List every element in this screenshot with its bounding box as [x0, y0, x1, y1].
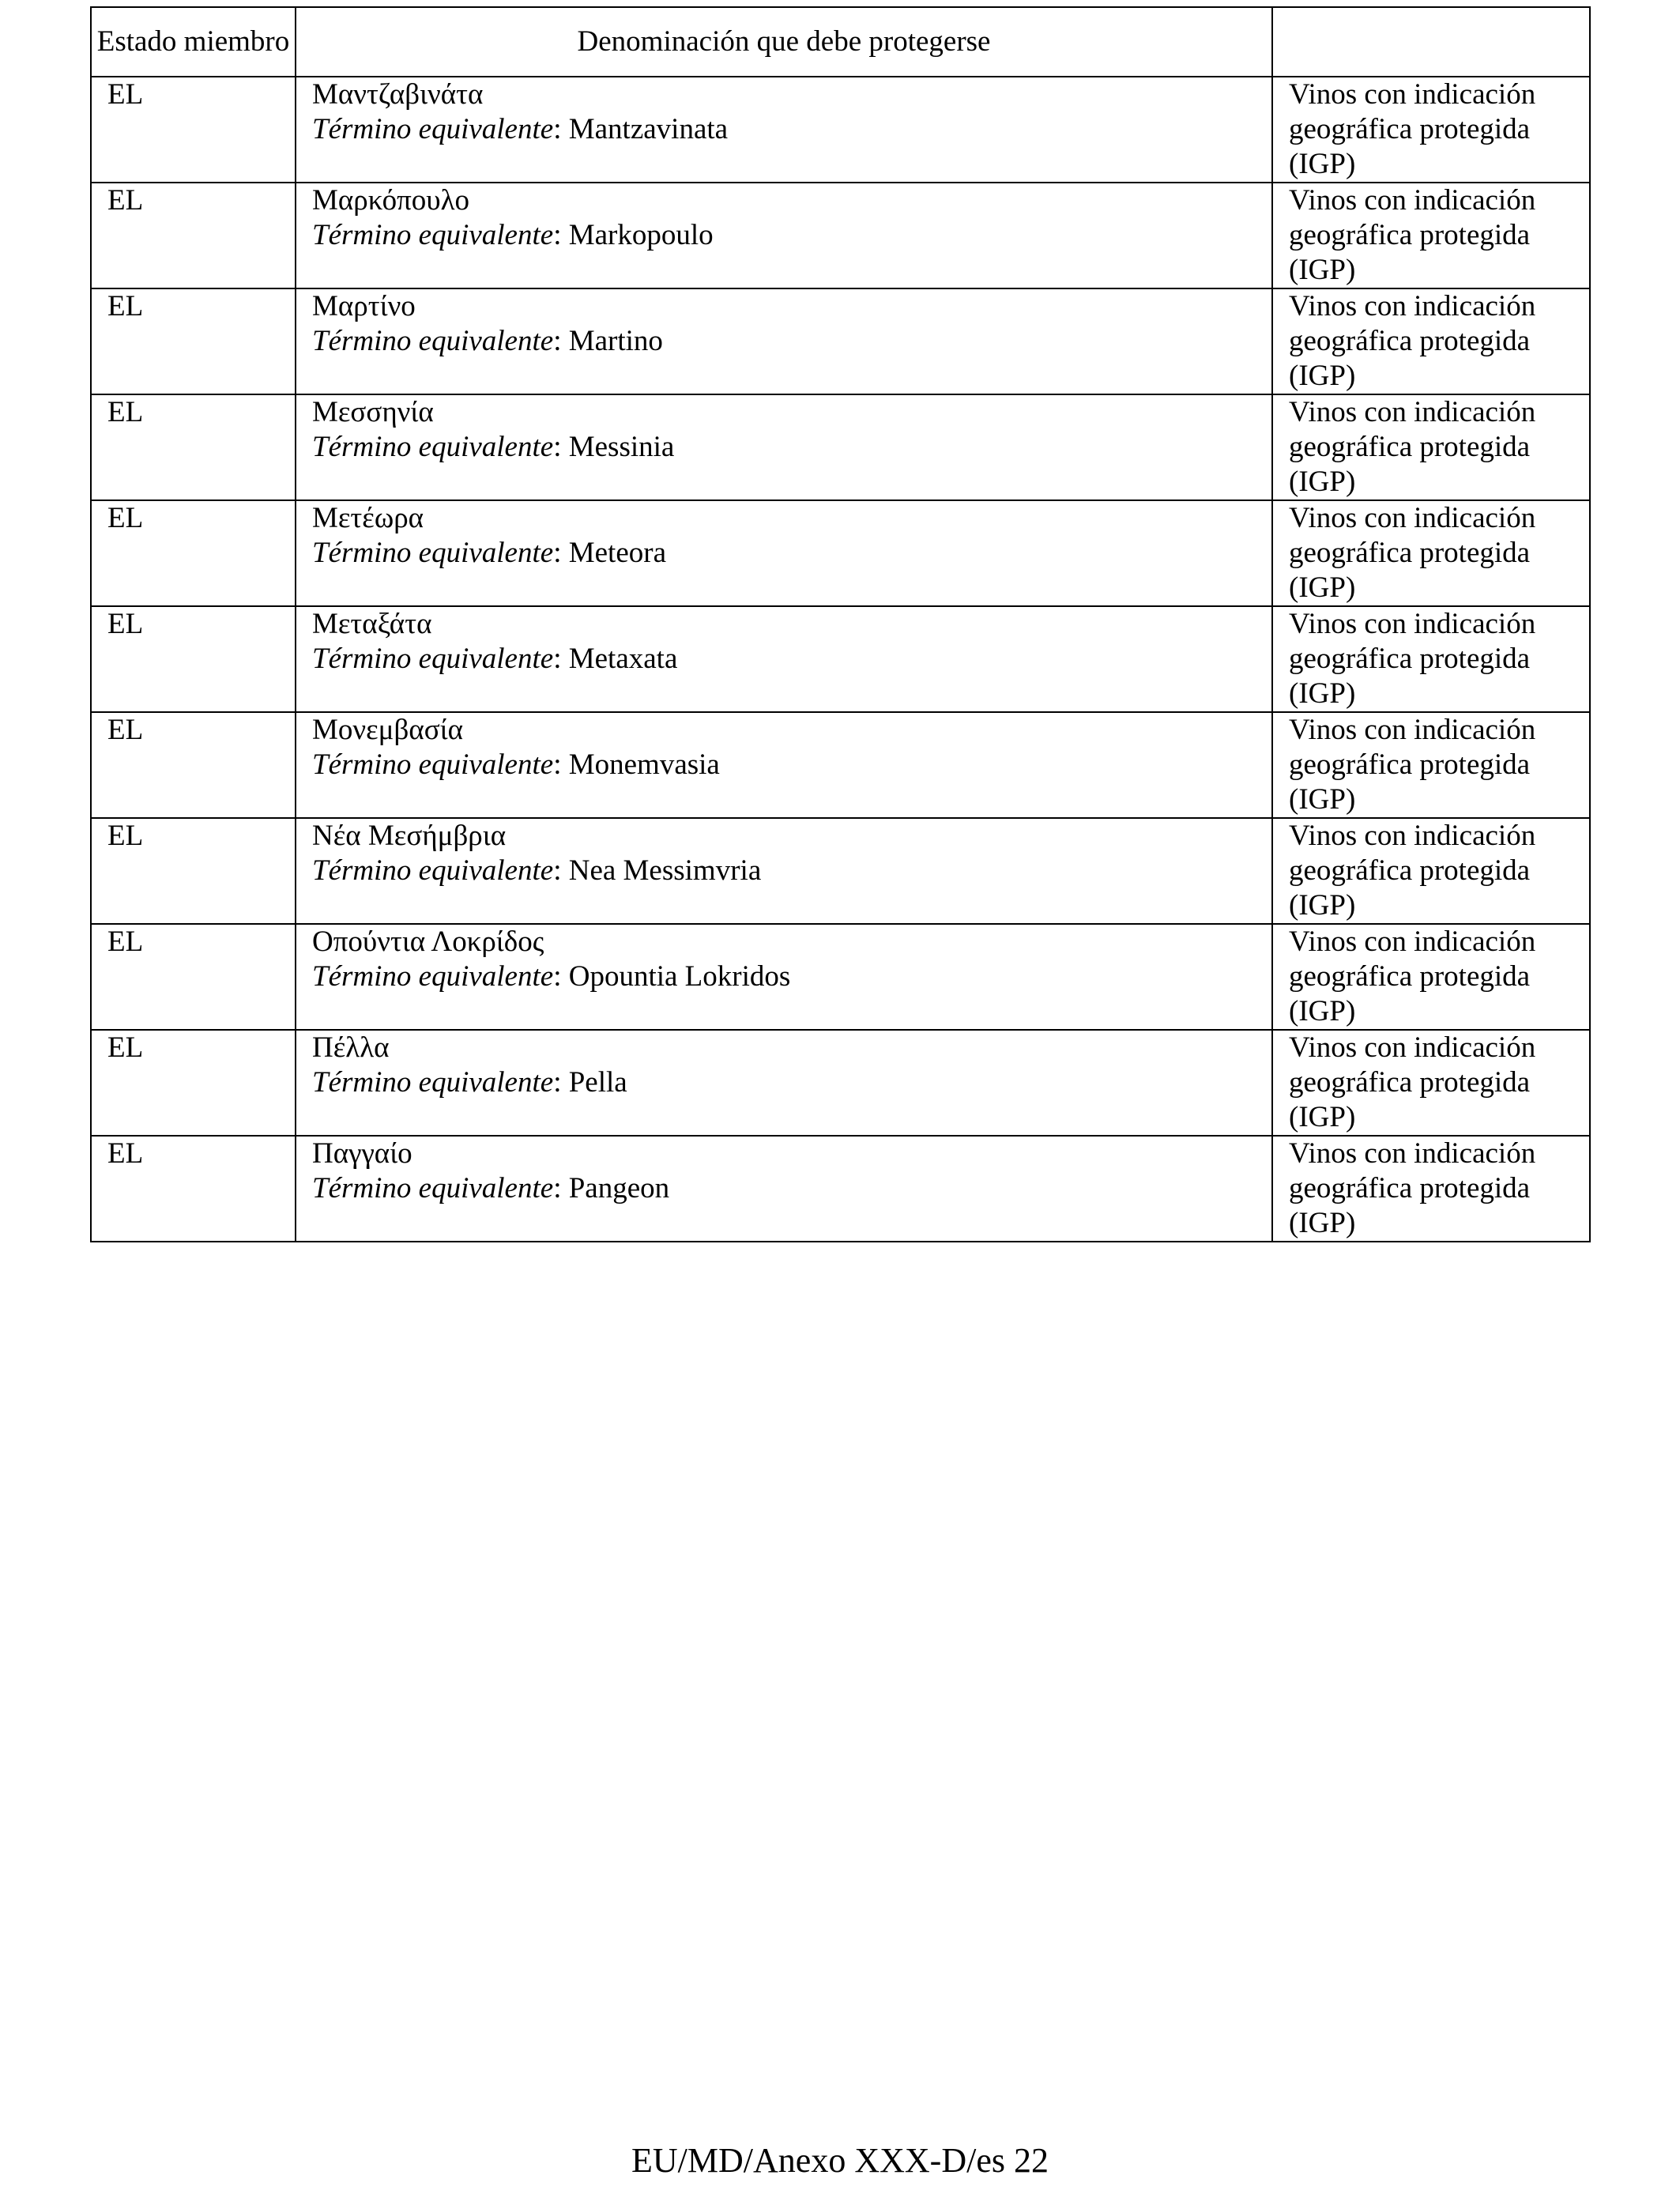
equivalent-term-label: Término equivalente: [312, 219, 554, 251]
category-line: (IGP): [1289, 783, 1356, 816]
member-state-cell: EL: [91, 394, 296, 500]
header-category: [1272, 7, 1590, 77]
page-footer: EU/MD/Anexo XXX-D/es 22: [631, 2141, 1049, 2180]
category-line: Vinos con indicación: [1289, 184, 1536, 217]
category-line: geográfica protegida: [1289, 960, 1531, 993]
table-row: [91, 1136, 1590, 1242]
category-cell: [1272, 924, 1590, 1030]
category-cell: [1272, 1136, 1590, 1242]
denomination-cell: [296, 606, 1272, 712]
category-line: geográfica protegida: [1289, 854, 1531, 887]
category-line: (IGP): [1289, 254, 1356, 286]
denomination-cell: [296, 77, 1272, 183]
table-row: [91, 712, 1590, 818]
equivalent-term-label: Término equivalente: [312, 113, 554, 145]
equivalent-term-value: Meteora: [568, 537, 666, 569]
member-state-cell: EL: [91, 924, 296, 1030]
denomination-name: Μαρκόπουλο: [312, 184, 470, 217]
equivalent-term-value: Messinia: [568, 431, 675, 463]
category-line: (IGP): [1289, 571, 1356, 604]
member-state-cell: EL: [91, 288, 296, 394]
category-line: geográfica protegida: [1289, 219, 1531, 251]
category-cell: [1272, 183, 1590, 288]
equivalent-term-line: Término equivalente: Markopoulo: [312, 219, 714, 251]
category-line: (IGP): [1289, 148, 1356, 180]
category-line: (IGP): [1289, 889, 1356, 922]
category-line: (IGP): [1289, 1101, 1356, 1133]
header-state: Estado miembro: [91, 7, 296, 77]
equivalent-term-line: Término equivalente: Mantzavinata: [312, 113, 729, 145]
equivalent-term-label: Término equivalente: [312, 854, 554, 887]
table-row: [91, 500, 1590, 606]
category-line: (IGP): [1289, 677, 1356, 710]
category-line: geográfica protegida: [1289, 113, 1531, 145]
denomination-cell: [296, 1136, 1272, 1242]
denomination-name: Μονεμβασία: [312, 714, 463, 746]
equivalent-term-line: Término equivalente: Meteora: [312, 537, 666, 569]
denominations-table: [90, 6, 1591, 1242]
denomination-cell: [296, 394, 1272, 500]
equivalent-term-line: Término equivalente: Martino: [312, 325, 663, 357]
category-line: (IGP): [1289, 466, 1356, 498]
denomination-name: Οπούντια Λοκρίδος: [312, 925, 544, 958]
category-cell: [1272, 818, 1590, 924]
equivalent-term-line: Término equivalente: Metaxata: [312, 643, 678, 675]
equivalent-term-value: Metaxata: [568, 643, 678, 675]
equivalent-term-value: Mantzavinata: [568, 113, 729, 145]
denomination-name: Μεσσηνία: [312, 396, 434, 428]
category-cell: [1272, 606, 1590, 712]
denomination-cell: [296, 183, 1272, 288]
equivalent-term-label: Término equivalente: [312, 1066, 554, 1099]
category-line: Vinos con indicación: [1289, 502, 1536, 534]
table-header: [91, 7, 1590, 77]
denomination-cell: [296, 818, 1272, 924]
category-cell: [1272, 712, 1590, 818]
category-line: geográfica protegida: [1289, 537, 1531, 569]
equivalent-term-label: Término equivalente: [312, 748, 554, 781]
table-row: [91, 394, 1590, 500]
category-line: Vinos con indicación: [1289, 1137, 1536, 1170]
member-state-cell: EL: [91, 818, 296, 924]
header-row: [91, 7, 1590, 77]
equivalent-term-value: Pella: [568, 1066, 627, 1099]
member-state-cell: EL: [91, 712, 296, 818]
equivalent-term-label: Término equivalente: [312, 1172, 554, 1204]
category-line: geográfica protegida: [1289, 1066, 1531, 1099]
category-line: (IGP): [1289, 1207, 1356, 1239]
table-row: [91, 924, 1590, 1030]
category-cell: [1272, 77, 1590, 183]
equivalent-term-label: Término equivalente: [312, 643, 554, 675]
table-row: [91, 288, 1590, 394]
table-body: [91, 77, 1590, 1242]
equivalent-term-line: Término equivalente: Pella: [312, 1066, 627, 1099]
category-line: Vinos con indicación: [1289, 290, 1536, 322]
denomination-cell: [296, 712, 1272, 818]
header-denomination: Denominación que debe protegerse: [296, 7, 1272, 77]
denomination-name: Μαντζαβινάτα: [312, 78, 484, 111]
equivalent-term-line: Término equivalente: Messinia: [312, 431, 675, 463]
category-line: (IGP): [1289, 360, 1356, 392]
category-line: (IGP): [1289, 995, 1356, 1027]
equivalent-term-label: Término equivalente: [312, 537, 554, 569]
category-line: geográfica protegida: [1289, 748, 1531, 781]
category-line: geográfica protegida: [1289, 431, 1531, 463]
equivalent-term-label: Término equivalente: [312, 325, 554, 357]
denomination-name: Μετέωρα: [312, 502, 424, 534]
equivalent-term-line: Término equivalente: Nea Messimvria: [312, 854, 762, 887]
category-line: Vinos con indicación: [1289, 820, 1536, 852]
table-row: [91, 606, 1590, 712]
category-line: Vinos con indicación: [1289, 1031, 1536, 1064]
equivalent-term-line: Término equivalente: Monemvasia: [312, 748, 720, 781]
member-state-cell: EL: [91, 183, 296, 288]
equivalent-term-value: Pangeon: [568, 1172, 670, 1204]
category-line: Vinos con indicación: [1289, 925, 1536, 958]
equivalent-term-label: Término equivalente: [312, 960, 554, 993]
table-row: [91, 818, 1590, 924]
denomination-cell: [296, 288, 1272, 394]
equivalent-term-value: Martino: [568, 325, 663, 357]
table-row: [91, 183, 1590, 288]
category-line: Vinos con indicación: [1289, 78, 1536, 111]
equivalent-term-value: Monemvasia: [568, 748, 720, 781]
equivalent-term-label: Término equivalente: [312, 431, 554, 463]
equivalent-term-value: Opountia Lokridos: [568, 960, 791, 993]
denomination-name: Πέλλα: [312, 1031, 390, 1064]
member-state-cell: EL: [91, 1136, 296, 1242]
denomination-name: Μαρτίνο: [312, 290, 416, 322]
member-state-cell: EL: [91, 606, 296, 712]
equivalent-term-value: Nea Messimvria: [568, 854, 762, 887]
denomination-cell: [296, 924, 1272, 1030]
category-cell: [1272, 288, 1590, 394]
category-cell: [1272, 500, 1590, 606]
denomination-name: Νέα Μεσήμβρια: [312, 820, 507, 852]
member-state-cell: EL: [91, 500, 296, 606]
member-state-cell: EL: [91, 77, 296, 183]
category-line: geográfica protegida: [1289, 1172, 1531, 1204]
equivalent-term-value: Markopoulo: [568, 219, 714, 251]
equivalent-term-line: Término equivalente: Pangeon: [312, 1172, 670, 1204]
denomination-cell: [296, 500, 1272, 606]
category-line: Vinos con indicación: [1289, 396, 1536, 428]
denomination-cell: [296, 1030, 1272, 1136]
category-cell: [1272, 394, 1590, 500]
member-state-cell: EL: [91, 1030, 296, 1136]
category-line: Vinos con indicación: [1289, 608, 1536, 640]
table-row: [91, 77, 1590, 183]
category-line: geográfica protegida: [1289, 643, 1531, 675]
category-line: Vinos con indicación: [1289, 714, 1536, 746]
denomination-name: Μεταξάτα: [312, 608, 432, 640]
category-line: geográfica protegida: [1289, 325, 1531, 357]
denomination-name: Παγγαίο: [312, 1137, 412, 1170]
category-cell: [1272, 1030, 1590, 1136]
table-row: [91, 1030, 1590, 1136]
equivalent-term-line: Término equivalente: Opountia Lokridos: [312, 960, 791, 993]
